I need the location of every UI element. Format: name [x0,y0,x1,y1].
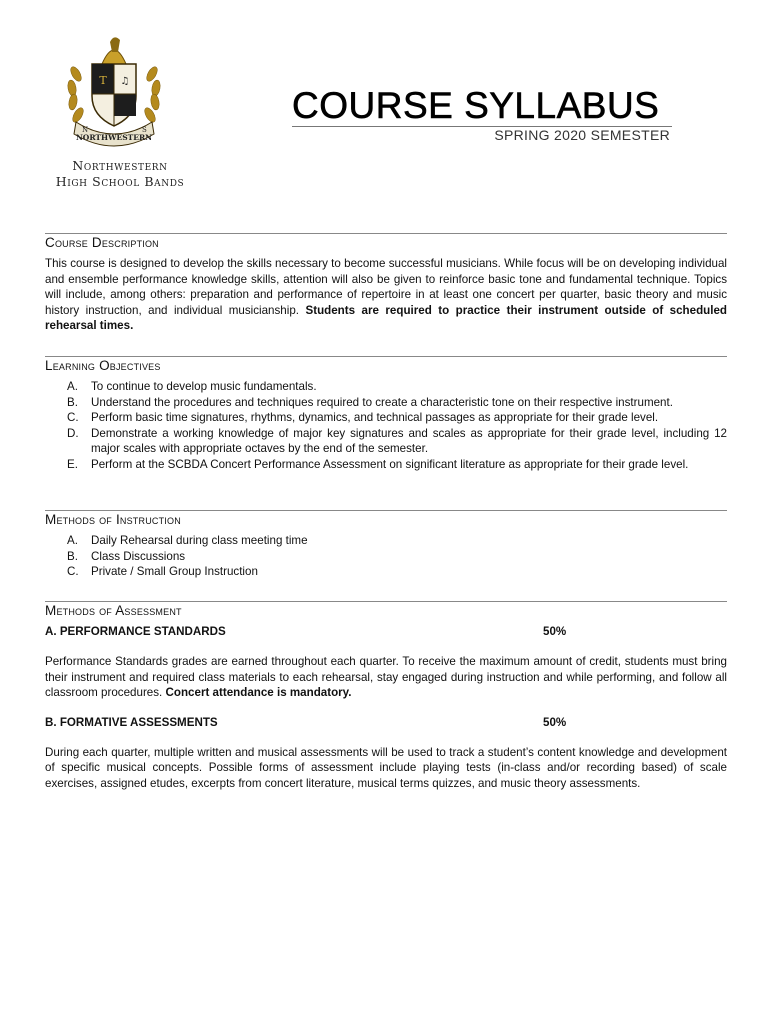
formative-assessments-label: B. FORMATIVE ASSESSMENTS [45,715,218,729]
performance-standards-label: A. PERFORMANCE STANDARDS [45,625,226,638]
svg-text:S: S [142,126,147,134]
formative-assessments-text: During each quarter, multiple written and musical assessments will be used to track a student’s content knowledge and development of specific musical concepts. Possible forms of assessment include playing tests (in-class and/or recording based) of scale exercises, assigned etudes, excerpts from concert literature, musical terms quizzes, and music theory assessments. [45,745,727,790]
methods-of-assessment-section [45,601,727,792]
methods-of-assessment-heading: Methods of Assessment [45,601,727,620]
list-item: E. Perform at the SCBDA Concert Performance Assessment on significant literature as appropriate for their grade level. [67,457,689,471]
formative-assessments-percent: 50% [543,715,567,729]
list-item: A. Daily Rehearsal during class meeting time [67,534,308,547]
list-item: C. Perform basic time signatures, rhythms, dynamics, and technical passages as appropriate for their grade level. [67,411,659,425]
school-name-line2: High School Bands [55,174,185,189]
crest-banner-text: NORTHWESTERN [75,133,153,142]
course-description-heading: Course Description [45,233,727,252]
list-item: C. Private / Small Group Instruction [67,565,258,579]
list-item: B. Understand the procedures and techniques required to create a characteristic tone on their respective instrument. [67,395,673,409]
list-item: D. Demonstrate a working knowledge of major key signatures and scales as appropriate for their grade level, including 12 major scales with appropriate octaves by the end of the semester. [67,426,727,456]
methods-of-instruction-list [45,533,727,580]
list-item: A. To continue to develop music fundamentals. [67,380,317,393]
svg-text:T: T [99,74,107,87]
learning-objectives-section [45,356,727,473]
school-name-line1: Northwestern [72,158,168,173]
concert-attendance-note: Concert attendance is mandatory. [165,686,352,700]
svg-text:N: N [82,126,89,134]
svg-text:♫: ♫ [120,76,130,87]
performance-standards-row [45,624,727,640]
course-description-section [45,233,727,334]
list-item: B. Class Discussions [67,549,186,563]
formative-assessments-row [45,715,727,731]
semester-label: SPRING 2020 SEMESTER [494,127,670,143]
school-name [40,158,200,190]
methods-of-instruction-heading: Methods of Instruction [45,510,727,529]
school-crest-logo [62,34,166,156]
performance-standards-text: Performance Standards grades are earned throughout each quarter. To receive the maximum amount of credit, students must bring their instrument and required class materials to each rehearsal, stay engaged during instruction and while performing, and follow all classroom procedures. Concert attendance is mandatory. [45,655,727,700]
course-description-text [45,256,727,334]
methods-of-instruction-section [45,510,727,580]
learning-objectives-heading: Learning Objectives [45,356,727,375]
practice-requirement: Students are required to practice their instrument outside of scheduled rehearsal times. [45,303,727,333]
course-description-body: This course is designed to develop the skills necessary to become successful musicians. While focus will be on developing individual and ensemble performance knowledge skills, attention will also be given to reinforce basic tone and fundamental technique. Topics will include, among others: preparation and performance of repertoire in at least one concert per quarter, basic theory and music history instruction, and individual musicianship. [45,257,727,317]
performance-standards-percent: 50% [543,625,567,638]
learning-objectives-list [45,379,727,473]
page-title: COURSE SYLLABUS [292,85,660,126]
